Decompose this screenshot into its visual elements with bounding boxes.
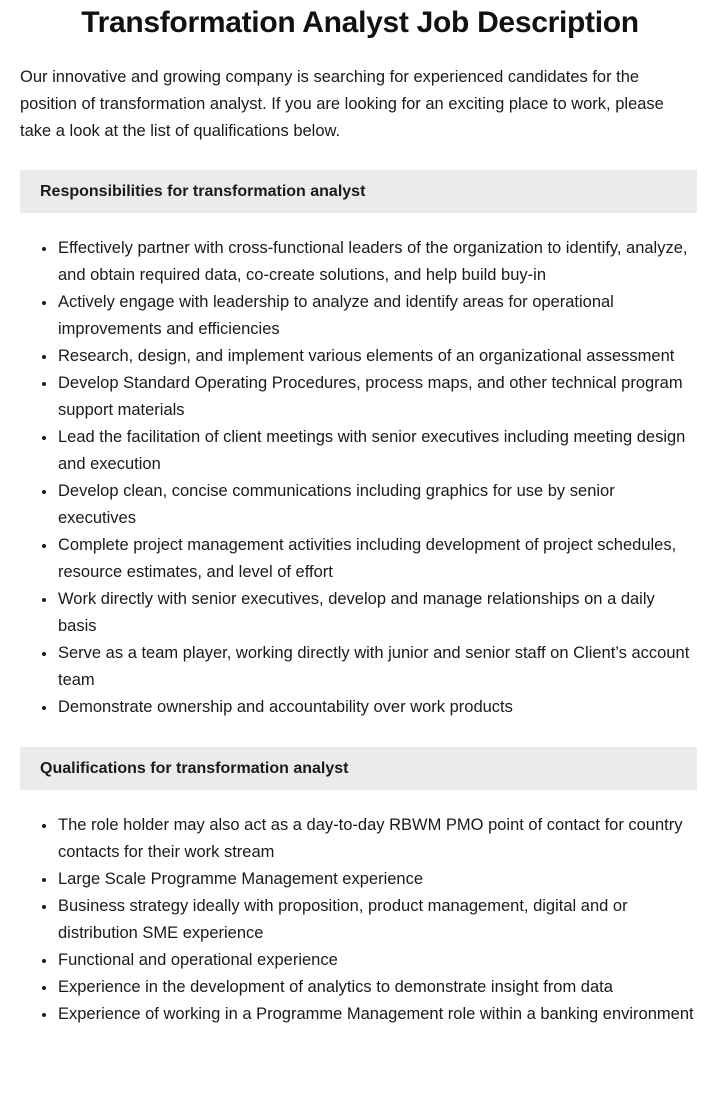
list-item: Lead the facilitation of client meetings with senior executives including meeting design and execution <box>0 424 720 478</box>
section-responsibilities <box>0 170 720 721</box>
list-item: Effectively partner with cross-functional leaders of the organization to identify, analyze, and obtain required data, co-create solutions, and help build buy-in <box>0 235 720 289</box>
section-qualifications <box>0 747 720 1028</box>
list-item: Demonstrate ownership and accountability over work products <box>0 694 720 721</box>
responsibilities-list <box>0 213 720 721</box>
list-item: Serve as a team player, working directly with junior and senior staff on Client’s account team <box>0 640 720 694</box>
qualifications-list <box>0 790 720 1028</box>
section-header-responsibilities: Responsibilities for transformation analyst <box>20 170 697 213</box>
list-item: Actively engage with leadership to analyze and identify areas for operational improvements and efficiencies <box>0 289 720 343</box>
list-item: Experience of working in a Programme Management role within a banking environment <box>0 1001 720 1028</box>
list-item: Complete project management activities including development of project schedules, resource estimates, and level of effort <box>0 532 720 586</box>
list-item: Large Scale Programme Management experience <box>0 866 720 893</box>
page-title: Transformation Analyst Job Description <box>81 6 639 39</box>
list-item: The role holder may also act as a day-to-day RBWM PMO point of contact for country contacts for their work stream <box>0 812 720 866</box>
section-header-qualifications: Qualifications for transformation analyst <box>20 747 697 790</box>
list-item: Functional and operational experience <box>0 947 720 974</box>
intro-paragraph: Our innovative and growing company is searching for experienced candidates for the position of transformation analyst. If you are looking for an exciting place to work, please take a look at the list of qualifications below. <box>20 68 664 140</box>
list-item: Work directly with senior executives, develop and manage relationships on a daily basis <box>0 586 720 640</box>
list-item: Develop clean, concise communications including graphics for use by senior executives <box>0 478 720 532</box>
list-item: Develop Standard Operating Procedures, process maps, and other technical program support materials <box>0 370 720 424</box>
list-item: Experience in the development of analytics to demonstrate insight from data <box>0 974 720 1001</box>
list-item: Research, design, and implement various elements of an organizational assessment <box>0 343 720 370</box>
list-item: Business strategy ideally with proposition, product management, digital and or distribution SME experience <box>0 893 720 947</box>
bottom-spacer <box>0 1028 720 1042</box>
